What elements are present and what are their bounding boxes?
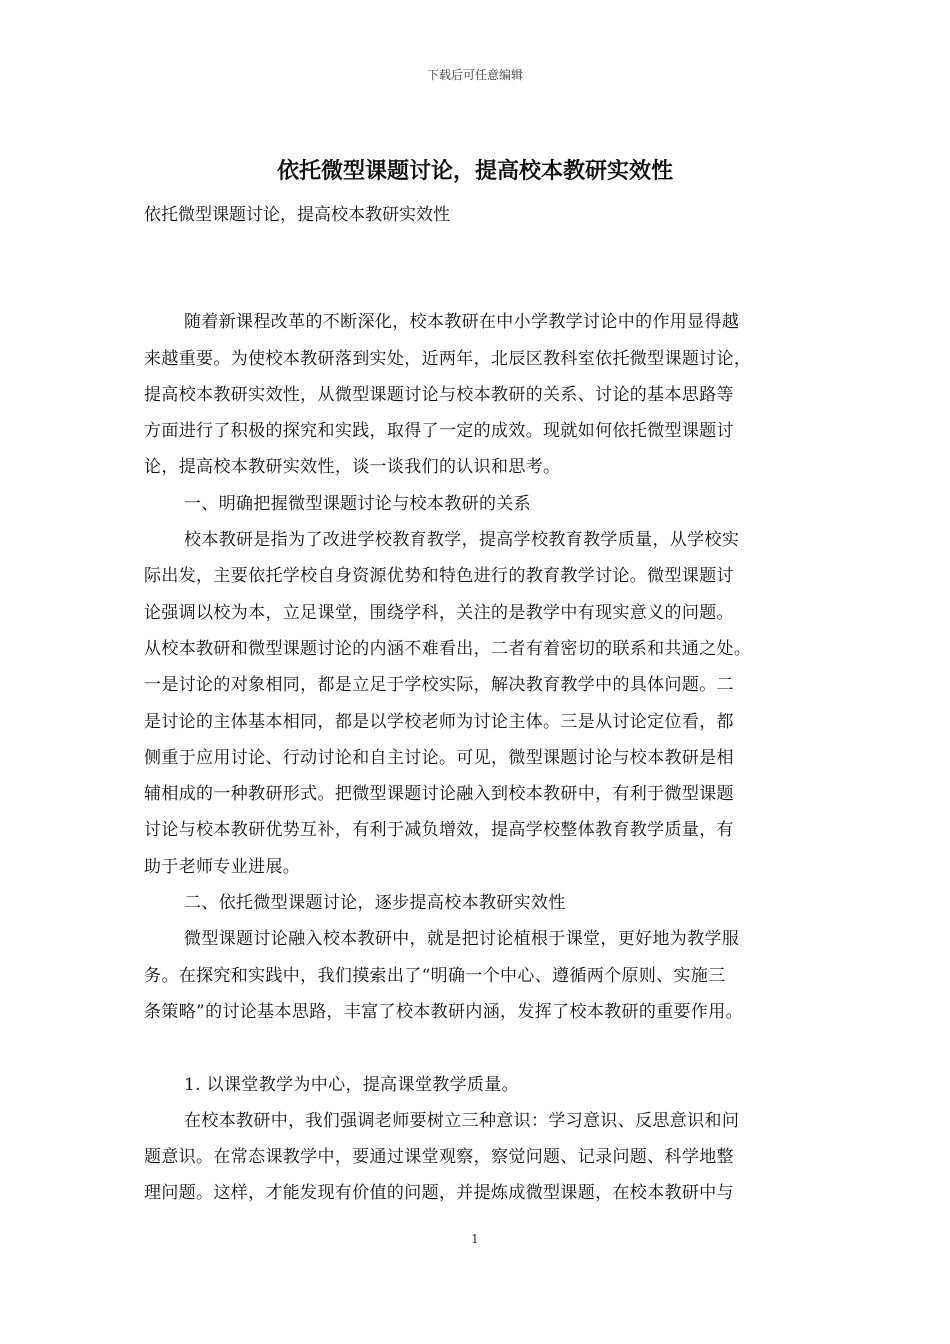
body-line: 论，提高校本教研实效性，谈一谈我们的认识和思考。 xyxy=(144,457,561,478)
body-line: 侧重于应用讨论、行动讨论和自主讨论。可见，微型课题讨论与校本教研是相 xyxy=(144,747,734,768)
body-line: 理问题。这样，才能发现有价值的问题，并提炼成微型课题，在校本教研中与 xyxy=(144,1183,734,1204)
body-line: 际出发，主要依托学校自身资源优势和特色进行的教育教学讨论。微型课题讨 xyxy=(144,566,734,587)
body-line: 务。在探究和实践中，我们摸索出了“明确一个中心、遵循两个原则、实施三 xyxy=(144,965,726,986)
body-line: 微型课题讨论融入校本教研中，就是把讨论植根于课堂，更好地为教学服 xyxy=(184,929,740,950)
body-line: 校本教研是指为了改进学校教育教学，提高学校教育教学质量，从学校实 xyxy=(184,530,740,551)
body-line: 提高校本教研实效性，从微型课题讨论与校本教研的关系、讨论的基本思路等 xyxy=(144,384,734,405)
body-line: 一是讨论的对象相同，都是立足于学校实际，解决教育教学中的具体问题。二 xyxy=(144,675,734,696)
body-line: 助于老师专业进展。 xyxy=(144,856,301,877)
body-line: 方面进行了积极的探究和实践，取得了一定的成效。现就如何依托微型课题讨 xyxy=(144,421,734,442)
body-line: 条策略”的讨论基本思路，丰富了校本教研内涵，发挥了校本教研的重要作用。 xyxy=(144,1001,743,1022)
section-heading-1: 一、明确把握微型课题讨论与校本教研的关系 xyxy=(184,493,531,514)
body-line: 论强调以校为本，立足课堂，围绕学科，关注的是教学中有现实意义的问题。 xyxy=(144,602,734,623)
body-line: 是讨论的主体基本相同，都是以学校老师为讨论主体。三是从讨论定位看，都 xyxy=(144,711,734,732)
section-heading-2: 二、依托微型课题讨论，逐步提高校本教研实效性 xyxy=(184,893,566,914)
body-line: 题意识。在常态课教学中，要通过课堂观察，察觉问题、记录问题、科学地整 xyxy=(144,1147,734,1168)
blank-line xyxy=(144,1030,814,1066)
body-line: 随着新课程改革的不断深化，校本教研在中小学教学讨论中的作用显得越 xyxy=(184,312,740,333)
page-number: 1 xyxy=(471,1232,479,1246)
body-line: 在校本教研中，我们强调老师要树立三种意识：学习意识、反思意识和问 xyxy=(184,1110,740,1131)
body-line: 辅相成的一种教研形式。把微型课题讨论融入到校本教研中，有利于微型课题 xyxy=(144,784,734,805)
blank-line xyxy=(144,268,814,304)
body-line: 从校本教研和微型课题讨论的内涵不难看出，二者有着密切的联系和共通之处。 xyxy=(144,638,752,659)
document-title: 依托微型课题讨论，提高校本教研实效性 xyxy=(276,159,673,184)
body-line: 来越重要。为使校本教研落到实处，近两年，北辰区教科室依托微型课题讨论， xyxy=(144,348,752,369)
document-subtitle: 依托微型课题讨论，提高校本教研实效性 xyxy=(144,205,450,225)
body-line: 讨论与校本教研优势互补，有利于减负增效，提高学校整体教育教学质量，有 xyxy=(144,820,734,841)
subsection-heading-1: 1. 以课堂教学为中心，提高课堂教学质量。 xyxy=(184,1074,519,1095)
page-header: 下载后可任意编辑 xyxy=(426,68,523,82)
document-body xyxy=(144,268,814,1212)
